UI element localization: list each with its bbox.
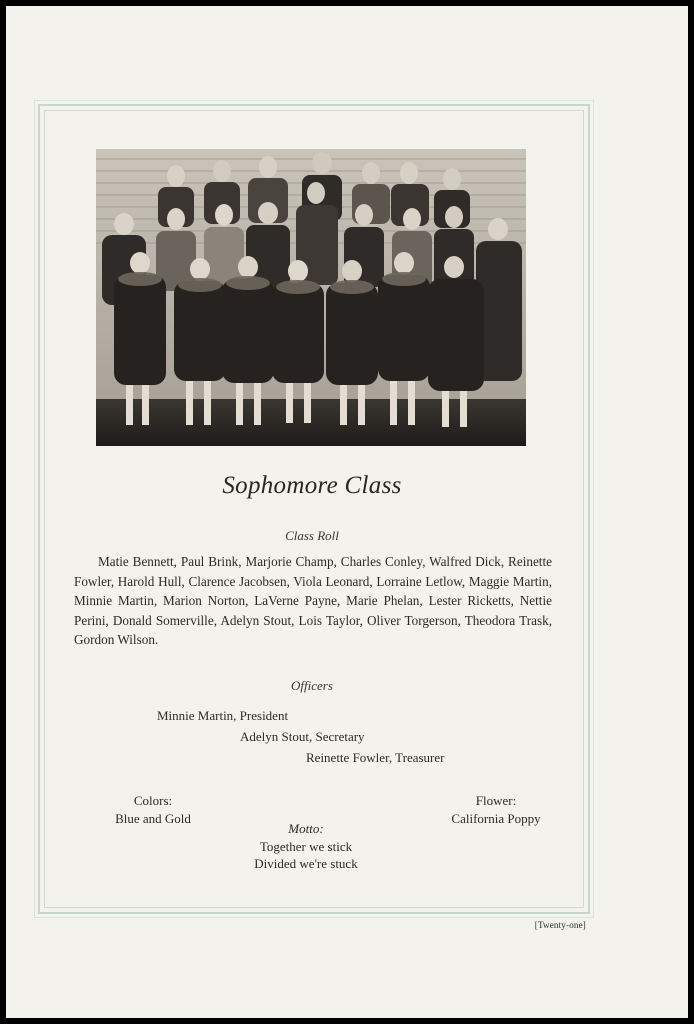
class-roll-heading: Class Roll xyxy=(285,528,339,543)
class-colors xyxy=(98,792,208,828)
colors-label: Colors: xyxy=(133,793,173,808)
class-motto xyxy=(240,820,372,873)
motto-line-1: Together we stick xyxy=(259,838,353,854)
class-photo-image xyxy=(96,149,526,446)
flower-label: Flower: xyxy=(475,793,517,808)
class-roll-text: Matie Bennett, Paul Brink, Marjorie Champ, Charles Conley, Walfred Dick, Reinette Fowler, Harold Hull, Clarence Jacobsen, Viola Leonard, Lorraine Letlow, Maggie Martin, Minnie Martin, Marion Norton, LaVerne Payne, Marie Phelan, Lester Ricketts, Nettie Perini, Donald Somerville, Adelyn Stout, Lois Taylor, Oliver Torgerson, Theodora Trask, Gordon Wilson. xyxy=(74,554,552,648)
colors-value: Blue and Gold xyxy=(115,811,191,826)
flower-value: California Poppy xyxy=(451,811,541,826)
motto-label: Motto: xyxy=(288,821,324,836)
officers-heading: Officers xyxy=(291,678,333,693)
officer-treasurer: Reinette Fowler, Treasurer xyxy=(306,750,445,765)
class-photo xyxy=(96,149,526,446)
page-title: Sophomore Class xyxy=(222,472,402,499)
officer-president: Minnie Martin, President xyxy=(157,708,289,723)
officer-secretary: Adelyn Stout, Secretary xyxy=(240,729,365,744)
page-number: [Twenty-one] xyxy=(534,920,586,930)
class-flower xyxy=(436,792,556,828)
yearbook-page xyxy=(6,6,688,1018)
motto-line-2: Divided we're stuck xyxy=(254,856,358,871)
